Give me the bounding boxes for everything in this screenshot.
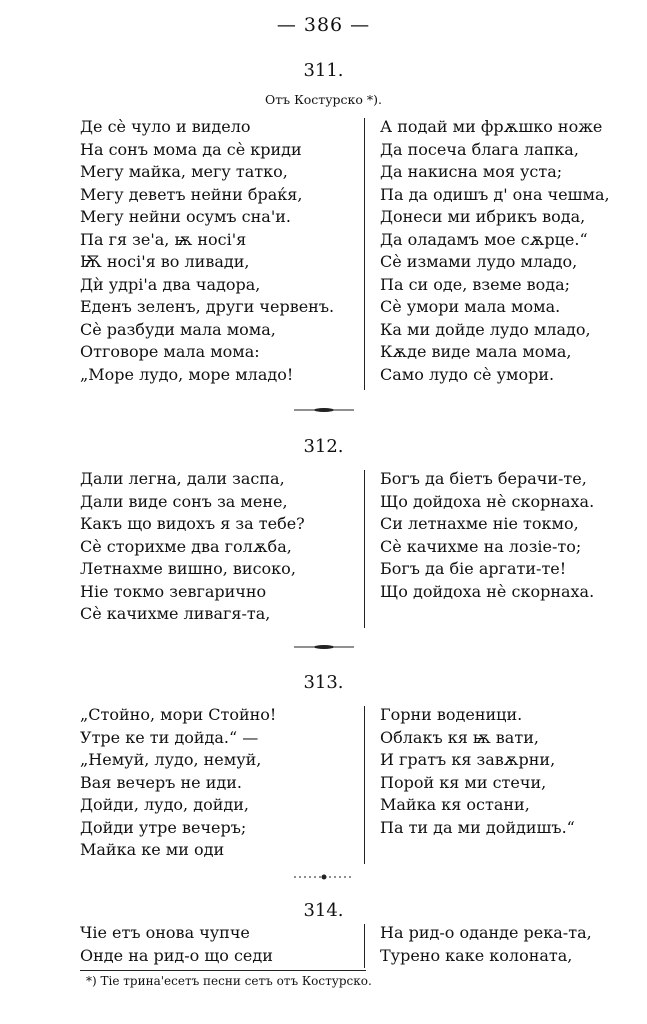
verse-line: Дали легна, дали заспа, [80,469,285,488]
verse-line: Що дойдоха нѐ скорнаха. [380,491,595,511]
section-ornament [0,642,647,652]
verse-line: Онде на рид-о що седи [80,945,273,965]
verse-line: Сѐ качихме на лозіе-то; [380,536,582,556]
song-311-left-column [80,116,334,386]
verse-line: Па да одишъ д' она чешма, [380,184,610,204]
verse-line: Да оладамъ мое сѫрце.“ [380,229,588,249]
verse-line: Дойди, лудо, дойди, [80,795,249,814]
song-313-left-column [80,704,276,862]
verse-line: Майка ке ми оди [80,840,225,859]
verse-line: Дѝ удрі'а два чадора, [80,274,261,294]
verse-line: Сѐ качихме ливагя-та, [80,604,271,623]
song-number: 311. [303,60,344,81]
column-divider [364,924,365,968]
verse-line: Ка ми дойде лудо младо, [380,319,591,339]
verse-line: Па гя зе'а, ѭ носі'я [80,229,247,249]
verse-line: „Море лудо, море младо! [80,364,294,384]
verse-line: „Немуй, лудо, немуй, [80,750,262,769]
verse-line: Само лудо сѐ умори. [380,364,555,384]
verse-line: Дали виде сонъ за мене, [80,491,288,511]
section-ornament [0,872,647,882]
song-314-right-column [380,922,592,967]
verse-line: Мегу нейни осумъ сна'и. [80,207,291,226]
page-number: — 386 — [276,14,371,36]
verse-line: Де сѐ чуло и видело [80,117,251,136]
verse-line: Горни воденици. [380,705,523,724]
verse-line: Да накисна моя уста; [380,162,563,181]
verse-line: Сѐ умори мала мома. [380,297,561,316]
footnote-rule [80,970,366,971]
song-311-right-column [380,116,610,386]
column-divider [364,470,365,628]
verse-line: Ніе токмо зевгарично [80,581,267,601]
verse-line: Богъ да біе аргати-те! [380,559,567,578]
verse-line: Майка кя остани, [380,795,530,814]
verse-line: Какъ що видохъ я за тебе? [80,514,305,533]
song-312-right-column [380,468,594,603]
verse-line: Що дойдоха нѐ скорнаха. [380,581,595,601]
verse-line: Богъ да біетъ берачи-те, [380,469,587,488]
verse-line: Сѐ разбуди мала мома, [80,319,276,339]
verse-line: Вая вечеръ не иди. [80,772,242,792]
song-312-left-column [80,468,305,626]
verse-line: Да посеча блага лапка, [380,139,579,159]
verse-line: Дойди утре вечеръ; [80,817,247,837]
song-number: 312. [303,436,344,457]
verse-line: Еденъ зеленъ, други червенъ. [80,297,335,316]
footnote: *) Тіе трина'есетъ песни сетъ отъ Костурско. [86,974,372,988]
verse-line: „Стойно, мори Стойно! [80,705,277,724]
section-ornament [0,405,647,415]
verse-line: Утре ке ти дойда.“ — [80,727,259,747]
verse-line: Облакъ кя ѭ вати, [380,727,539,747]
song-subtitle: Отъ Костурско *). [265,92,382,107]
verse-line: На рид-о оданде река-та, [380,923,592,942]
song-number: 313. [303,672,344,693]
song-number: 314. [303,900,344,921]
verse-line: Па ти да ми дойдишъ.“ [380,817,575,837]
verse-line: И гратъ кя завѫрни, [380,750,556,769]
verse-line: А подай ми фрѫшко ноже [380,117,603,136]
verse-line: Си летнахме ніе токмо, [380,514,579,533]
column-divider [364,706,365,864]
song-313-right-column [380,704,575,839]
song-314-left-column [80,922,273,967]
verse-line: Донеси ми ибрикъ вода, [380,207,586,226]
verse-line: Летнахме вишно, високо, [80,559,296,578]
verse-line: Порой кя ми стечи, [380,772,547,792]
column-divider [364,118,365,390]
verse-line: Турено каке колоната, [380,945,573,965]
verse-line: Мегу деветъ нейни браќя, [80,184,303,204]
verse-line: Мегу майка, мегу татко, [80,162,288,181]
verse-line: На сонъ мома да сѐ криди [80,139,302,159]
verse-line: Сѐ сторихме два голѫба, [80,536,292,556]
verse-line: Отговоре мала мома: [80,342,260,361]
verse-line: Сѐ измами лудо младо, [380,252,578,271]
verse-line: Кѫде виде мала мома, [380,342,572,361]
verse-line: Па си оде, вземе вода; [380,274,571,294]
verse-line: Ѭ носі'я во ливади, [80,252,250,271]
verse-line: Чіе етъ онова чупче [80,923,250,942]
